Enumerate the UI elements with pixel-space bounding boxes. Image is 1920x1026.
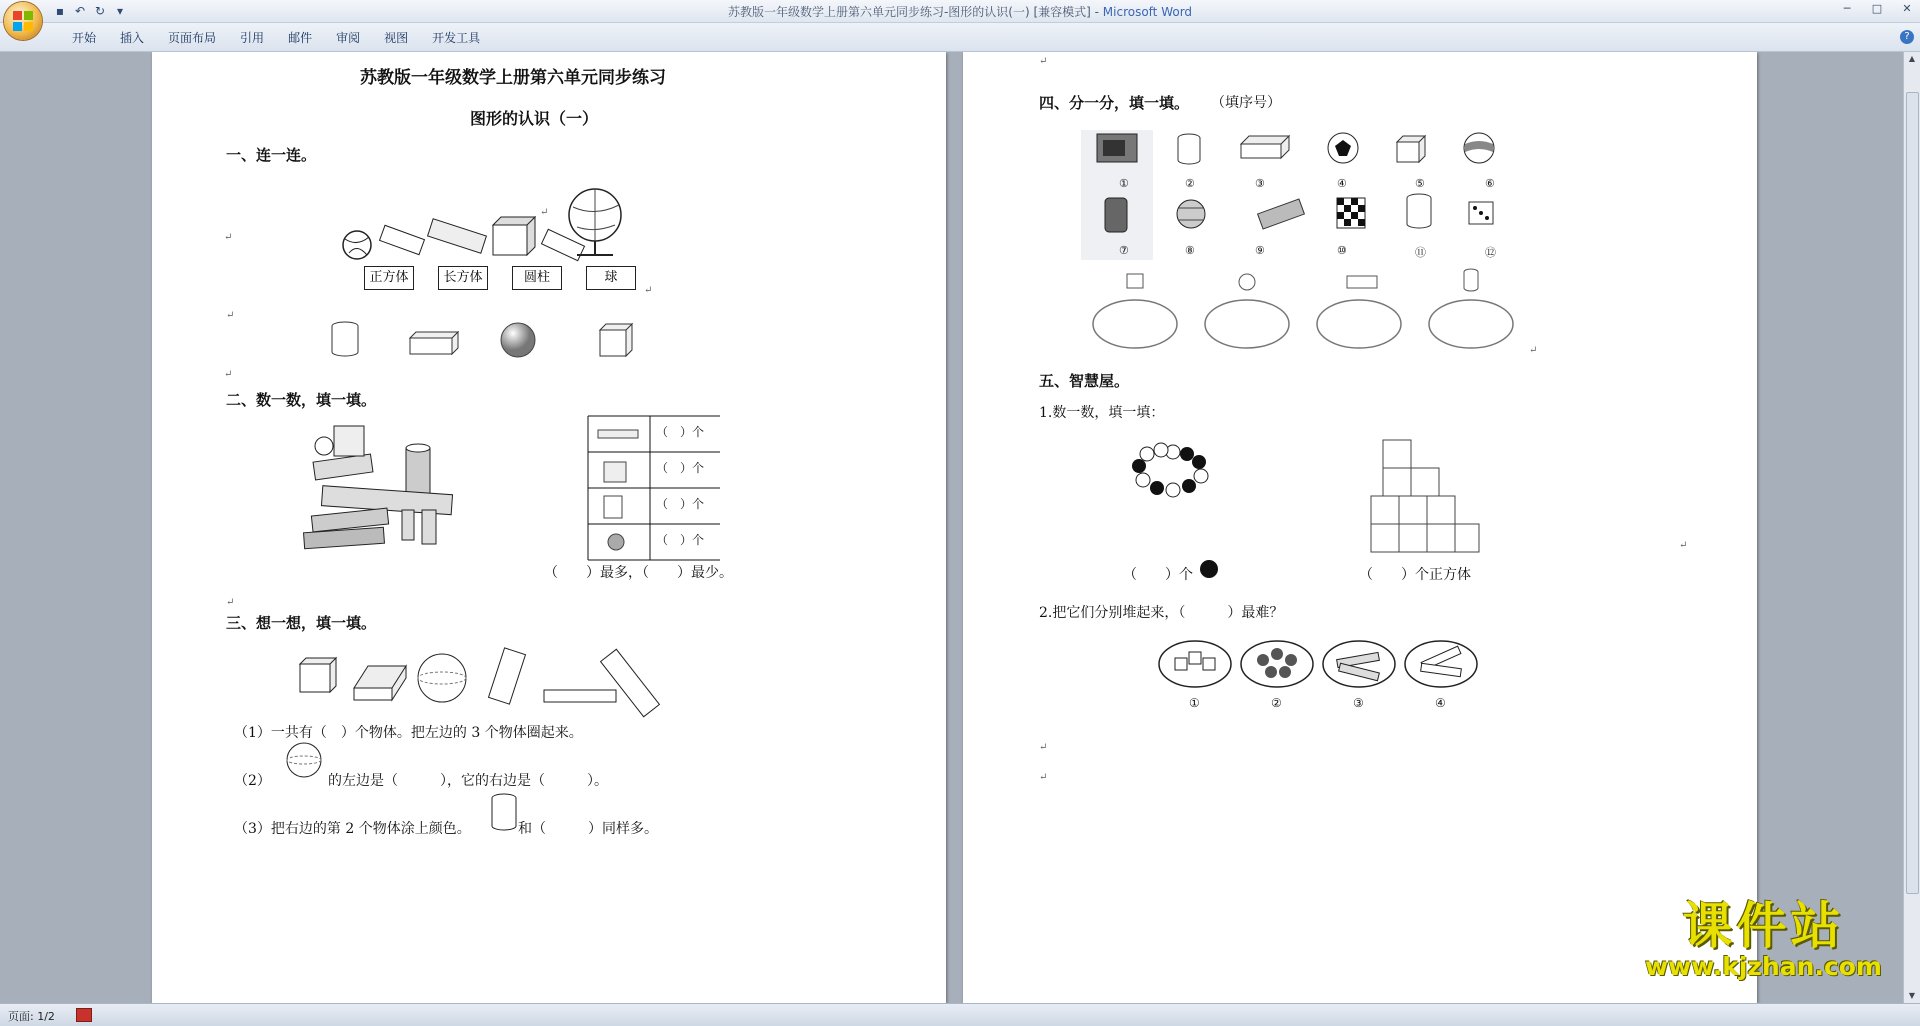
cube-count-answer: （ ）个正方体 — [1359, 567, 1471, 583]
option-number: ② — [1271, 696, 1282, 710]
count-cell-2: （ ）个 — [656, 461, 705, 475]
item-number: ② — [1185, 177, 1195, 190]
scroll-up-icon[interactable]: ▲ — [1908, 54, 1916, 63]
black-bead-icon — [1199, 559, 1219, 579]
tab-home[interactable]: 开始 — [72, 31, 97, 45]
item-number: ⑩ — [1337, 244, 1347, 257]
window-title: 苏教版一年级数学上册第六单元同步练习-图形的认识(一) [兼容模式] - Microsoft Word — [727, 5, 1193, 19]
tab-developer[interactable]: 开发工具 — [432, 31, 481, 45]
sphere-icon — [284, 740, 324, 780]
item-number: ⑥ — [1485, 177, 1495, 190]
site-watermark — [1645, 897, 1882, 981]
document-page-2 — [963, 52, 1757, 1003]
label-cube: 正方体 — [364, 266, 414, 290]
item-number: ① — [1119, 177, 1129, 190]
customize-toolbar-icon[interactable]: ▾ — [116, 4, 124, 18]
office-logo-icon — [13, 11, 33, 31]
question-3-2: 的左边是（ ），它的右边是（ ）。 — [328, 773, 608, 789]
scrollbar-thumb[interactable] — [1906, 92, 1919, 894]
item-number: ⑫ — [1485, 246, 1496, 259]
label-sphere: 球 — [586, 266, 636, 290]
tab-insert[interactable]: 插入 — [120, 31, 145, 45]
section-5-heading: 五、智慧屋。 — [1039, 372, 1130, 390]
maximize-icon[interactable]: □ — [1871, 2, 1883, 15]
ribbon-tabs — [60, 29, 492, 47]
stack-options-illustration — [1159, 638, 1499, 692]
section-5-question-1: 1.数一数，填一填： — [1039, 405, 1165, 421]
item-number: ⑨ — [1255, 244, 1265, 257]
question-3-1: （1）一共有（ ）个物体。把左边的 3 个物体圈起来。 — [234, 725, 583, 741]
proofing-icon[interactable] — [76, 1008, 92, 1022]
item-number: ⑧ — [1185, 244, 1195, 257]
paragraph-mark: ↵ — [644, 285, 653, 296]
document-page-1 — [152, 52, 946, 1003]
item-number: ⑪ — [1415, 246, 1426, 259]
item-number: ③ — [1255, 177, 1265, 190]
cylinder-icon — [490, 792, 520, 834]
watermark-title: 课件站 — [1682, 897, 1845, 955]
most-least-question: （ ）最多，（ ）最少。 — [544, 565, 733, 581]
paragraph-mark: ↵ — [540, 207, 549, 218]
paragraph-mark: ↵ — [226, 310, 235, 321]
tab-references[interactable]: 引用 — [240, 31, 265, 45]
option-number: ④ — [1435, 696, 1446, 710]
vertical-scrollbar[interactable] — [1903, 52, 1920, 1003]
tab-page-layout[interactable]: 页面布局 — [168, 31, 217, 45]
tab-mailings[interactable]: 邮件 — [288, 31, 313, 45]
paragraph-mark: ↵ — [224, 369, 233, 380]
close-icon[interactable]: ✕ — [1902, 2, 1912, 15]
window-controls — [1840, 2, 1914, 15]
paragraph-mark: ↵ — [226, 597, 235, 608]
paragraph-mark: ↵ — [1679, 540, 1688, 551]
paragraph-mark: ↵ — [1039, 56, 1048, 67]
tab-view[interactable]: 视图 — [384, 31, 409, 45]
undo-icon[interactable]: ↶ — [74, 4, 86, 18]
section-4-note: （填序号） — [1211, 95, 1281, 111]
paragraph-mark: ↵ — [1039, 742, 1048, 753]
document-workspace — [0, 52, 1904, 1003]
label-cylinder: 圆柱 — [512, 266, 562, 290]
minimize-icon[interactable]: ─ — [1843, 2, 1851, 15]
sorting-ovals — [1093, 270, 1513, 344]
section-1-objects-illustration — [337, 187, 567, 267]
page-indicator[interactable]: 页面: 1/2 — [8, 1010, 55, 1023]
question-3-2-prefix: （2） — [234, 773, 271, 789]
option-number: ③ — [1353, 696, 1364, 710]
paragraph-mark: ↵ — [1529, 345, 1538, 356]
section-4-objects-grid — [1081, 130, 1481, 260]
paragraph-mark: ↵ — [224, 232, 233, 243]
status-bar — [0, 1003, 1920, 1026]
item-number: ⑤ — [1415, 177, 1425, 190]
question-3-3: 和（ ）同样多。 — [518, 821, 658, 837]
item-number: ⑦ — [1119, 244, 1129, 257]
question-3-3-prefix: （3）把右边的第 2 个物体涂上颜色。 — [234, 821, 471, 837]
count-cell-1: （ ）个 — [656, 425, 705, 439]
count-cell-4: （ ）个 — [656, 533, 705, 547]
tab-review[interactable]: 审阅 — [336, 31, 361, 45]
scroll-down-icon[interactable]: ▼ — [1908, 991, 1916, 1000]
save-icon[interactable]: ▪ — [55, 4, 65, 18]
item-number: ④ — [1337, 177, 1347, 190]
ribbon — [0, 23, 1920, 52]
office-button[interactable] — [4, 2, 42, 40]
paragraph-mark: ↵ — [1039, 772, 1048, 783]
option-number: ① — [1189, 696, 1200, 710]
section-3-heading: 三、想一想，填一填。 — [226, 614, 377, 632]
help-icon[interactable]: ? — [1900, 30, 1914, 44]
section-3-shapes-row — [298, 642, 718, 716]
cube-stack-illustration — [1371, 440, 1481, 550]
section-5-question-2: 2.把它们分别堆起来，（ ）最难？ — [1039, 605, 1284, 621]
blocks-stack-illustration — [294, 418, 474, 548]
bead-count-answer: （ ）个 — [1123, 567, 1193, 583]
page-subtitle: 图形的认识（一） — [470, 109, 599, 128]
section-2-heading: 二、数一数，填一填。 — [226, 391, 377, 409]
label-cuboid: 长方体 — [438, 266, 488, 290]
title-bar — [0, 0, 1920, 23]
bead-ring-illustration — [1123, 432, 1223, 502]
watermark-url: www.kjzhan.com — [1645, 952, 1882, 981]
section-1-heading: 一、连一连。 — [226, 146, 317, 164]
redo-icon[interactable]: ↻ — [94, 4, 106, 18]
count-cell-3: （ ）个 — [656, 497, 705, 511]
page-title: 苏教版一年级数学上册第六单元同步练习 — [360, 68, 666, 88]
section-4-heading: 四、分一分，填一填。 — [1039, 94, 1190, 112]
section-1-shapes-row — [330, 318, 670, 364]
